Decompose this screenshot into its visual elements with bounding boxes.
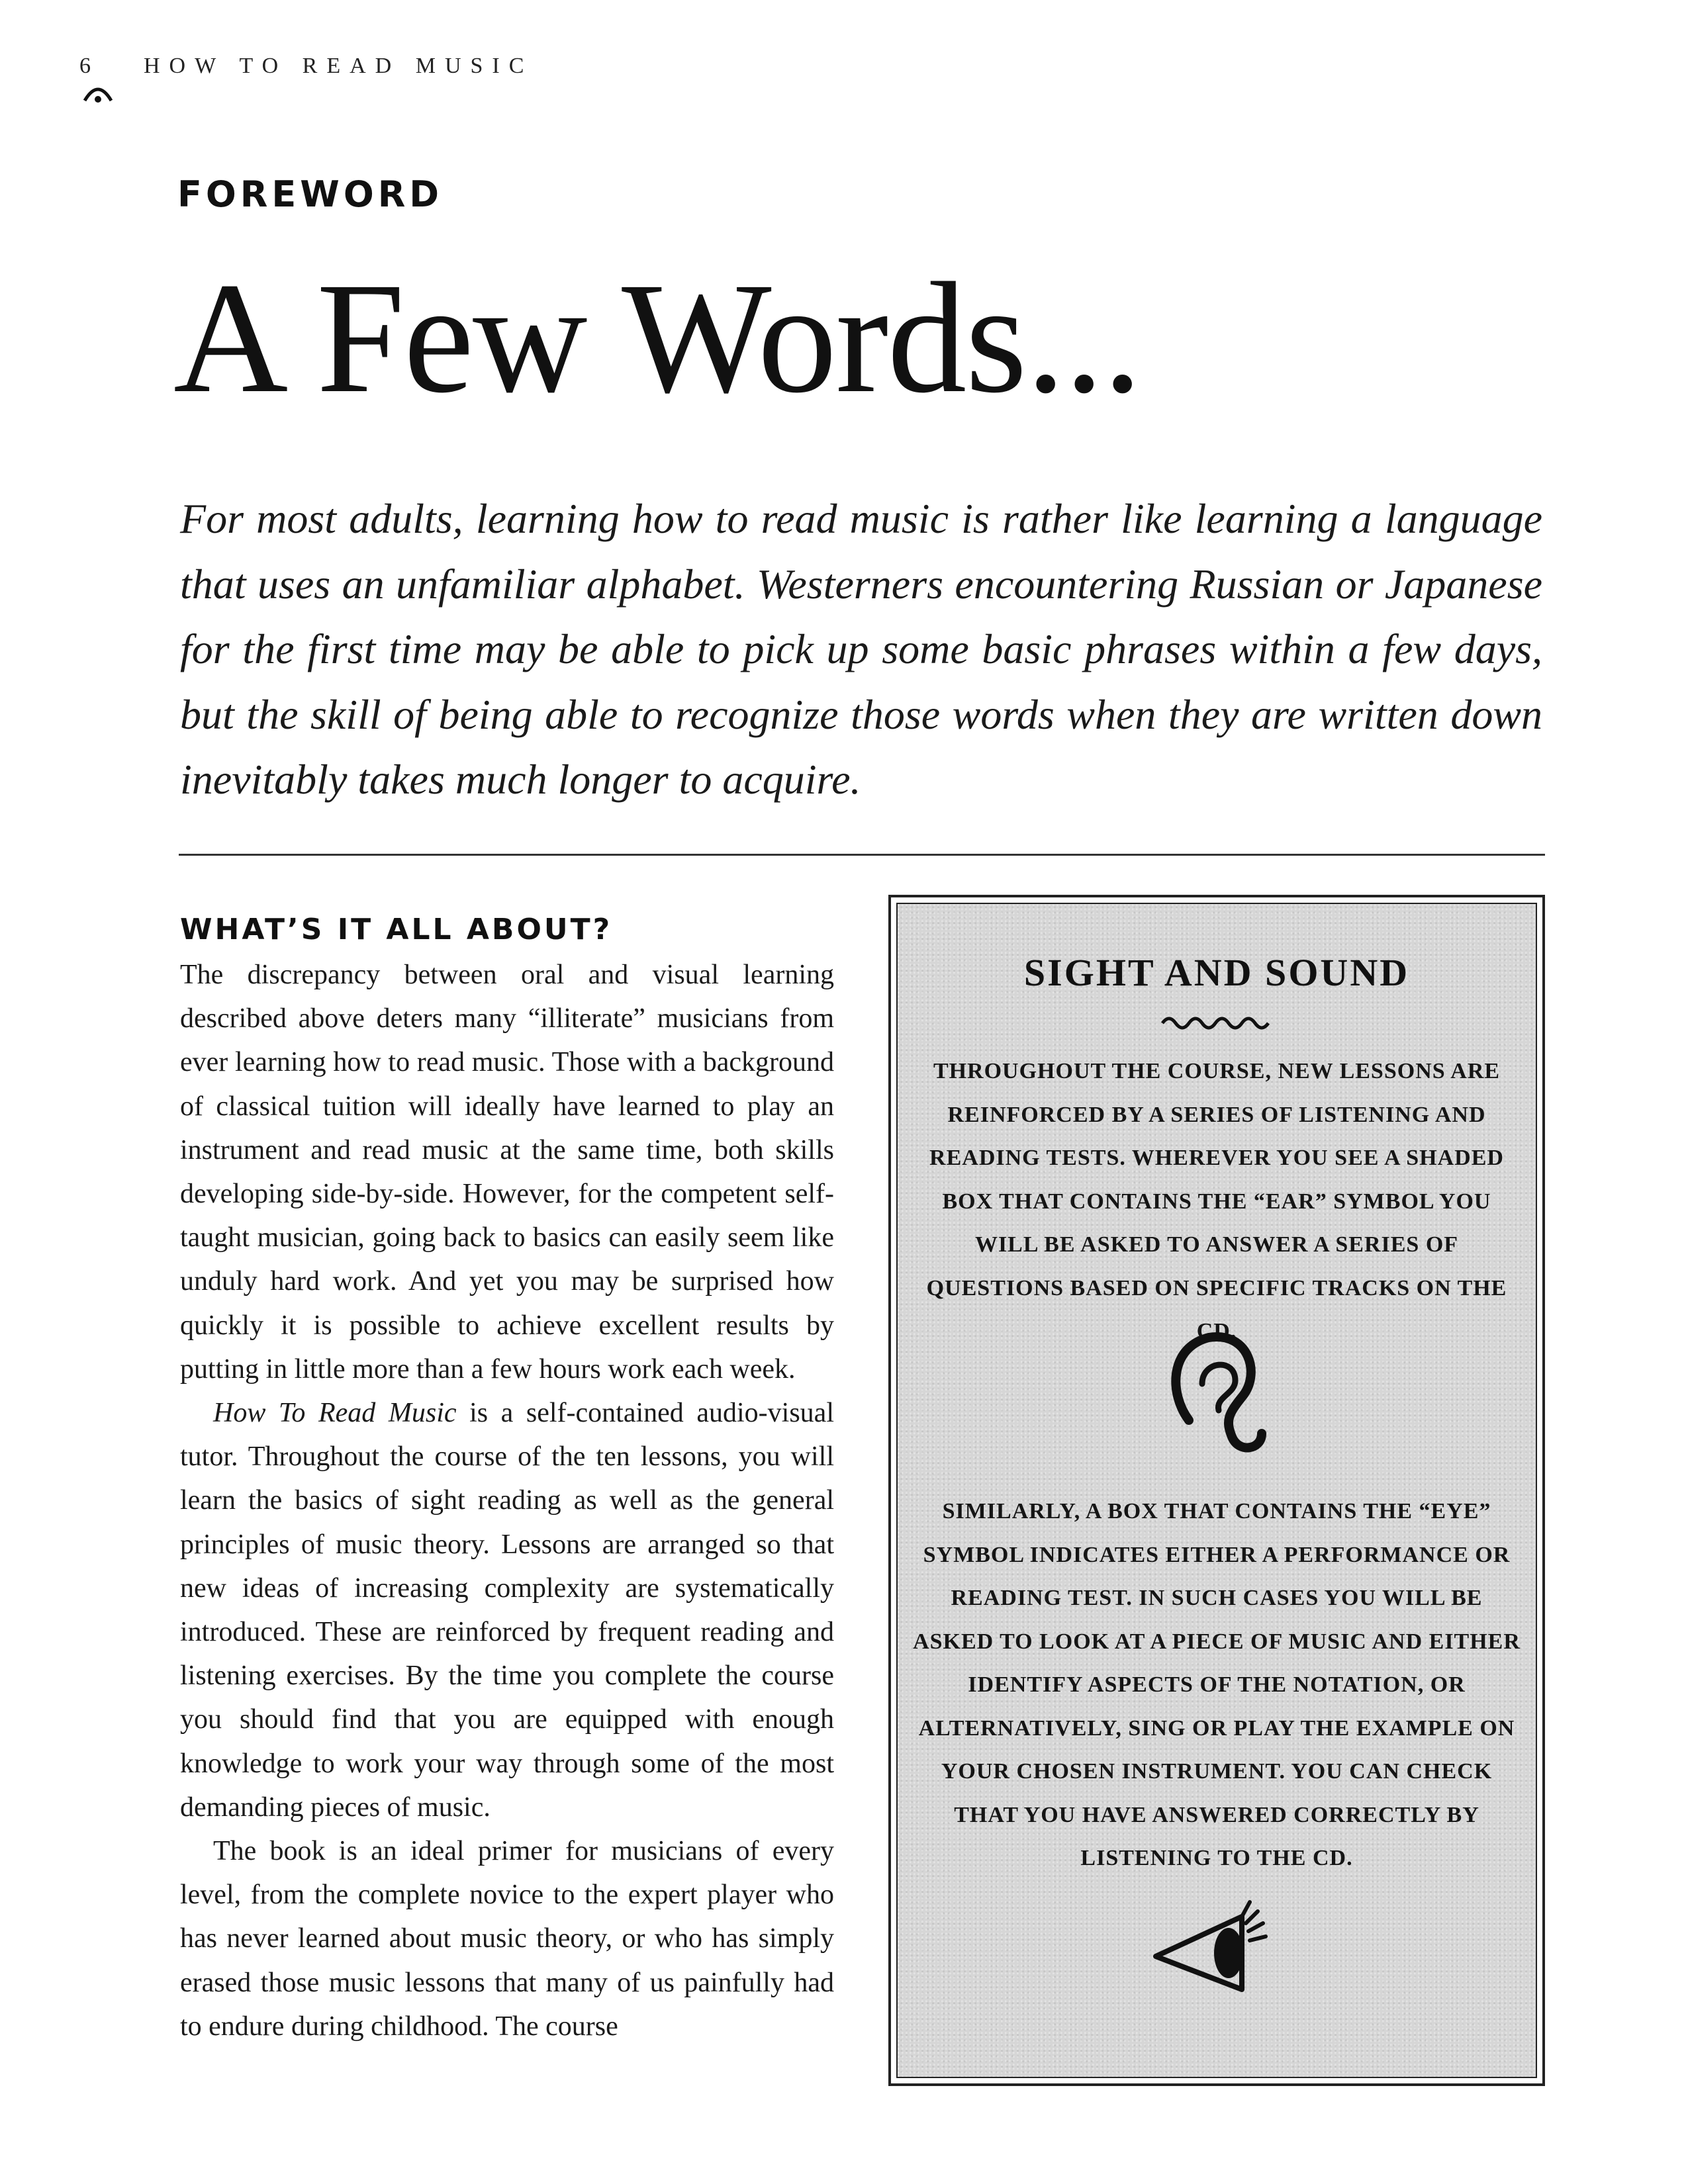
sidebar-title: SIGHT AND SOUND bbox=[1023, 951, 1410, 994]
sidebar-shaded-panel bbox=[896, 903, 1537, 2078]
sidebar-paragraph-1: THROUGHOUT THE COURSE, NEW LESSONS ARE REINFORCED BY A SERIES OF LISTENING AND READING TESTS. WHEREVER YOU SEE A SHADED BOX THAT CONTAINS THE “EAR” SYMBOL YOU WILL BE ASKED TO ANSWER A SERIES OF QUESTIONS BASED ON SPECIFIC TRACKS ON THE CD. bbox=[926, 1059, 1507, 1343]
page-title: A Few Words... bbox=[173, 250, 1141, 426]
sidebar-box bbox=[888, 895, 1545, 2086]
ornament-icon bbox=[898, 1010, 1533, 1036]
sidebar-paragraph-2: SIMILARLY, A BOX THAT CONTAINS THE “EYE” SYMBOL INDICATES EITHER A PERFORMANCE OR READING TEST. IN SUCH CASES YOU WILL BE ASKED TO LOOK AT A PIECE OF MUSIC AND EITHER IDENTIFY ASPECTS OF THE NOTATION, OR ALTERNATIVELY, SING OR PLAY THE EXAMPLE ON YOUR CHOSEN INSTRUMENT. YOU CAN CHECK THAT YOU HAVE ANSWERED CORRECTLY BY LISTENING TO THE CD. bbox=[913, 1499, 1521, 1870]
body-paragraph-2 bbox=[180, 1391, 834, 1829]
body-paragraph-3: The book is an ideal primer for musicians of every level, from the complete novice to the expert player who has never learned about music theory, or who has simply erased those music lessons that many of us painfully had to endure during childhood. The course bbox=[180, 1836, 834, 2042]
divider bbox=[179, 854, 1545, 856]
running-title: HOW TO READ MUSIC bbox=[144, 54, 534, 78]
main-column bbox=[180, 907, 834, 2048]
page-number: 6 bbox=[79, 54, 91, 78]
section-label: FOREWORD bbox=[177, 173, 444, 215]
running-head bbox=[79, 46, 533, 86]
eye-icon bbox=[1149, 1890, 1282, 1996]
fermata-icon bbox=[82, 81, 114, 105]
subheading: WHAT’S IT ALL ABOUT? bbox=[180, 913, 613, 946]
intro-paragraph: For most adults, learning how to read music is rather like learning a language that uses an unfamiliar alphabet. Westerners encountering Russian or Japanese for the first time may be able to pick up some basic phrases within a few days, but the skill of being able to recognize those words when they are written down inevitably takes much longer to acquire. bbox=[180, 495, 1542, 803]
body-paragraph-1: The discrepancy between oral and visual learning described above deters many “illiterate” musicians from ever learning how to read music. Those with a background of classical tuition will ideally have learned to play an instrument and read music at the same time, both skills developing side-by-side. However, for the competent self-taught musician, going back to basics can easily seem like unduly hard work. And yet you may be surprised how quickly it is possible to achieve excellent results by putting in little more than a few hours work each week. bbox=[180, 960, 834, 1385]
body-paragraph-2-text: is a self-contained audio-visual tutor. Throughout the course of the ten lessons, you will learn the basics of sight reading as well as the general principles of music theory. Lessons are arranged so that new ideas of increasing complexity are systematically introduced. These are reinforced by frequent reading and listening exercises. By the time you complete the course you should find that you are equipped with enough knowledge to work your way through some of the most demanding pieces of music. bbox=[180, 1398, 834, 1823]
ear-icon bbox=[1162, 1321, 1268, 1467]
book-title: How To Read Music bbox=[213, 1398, 457, 1429]
